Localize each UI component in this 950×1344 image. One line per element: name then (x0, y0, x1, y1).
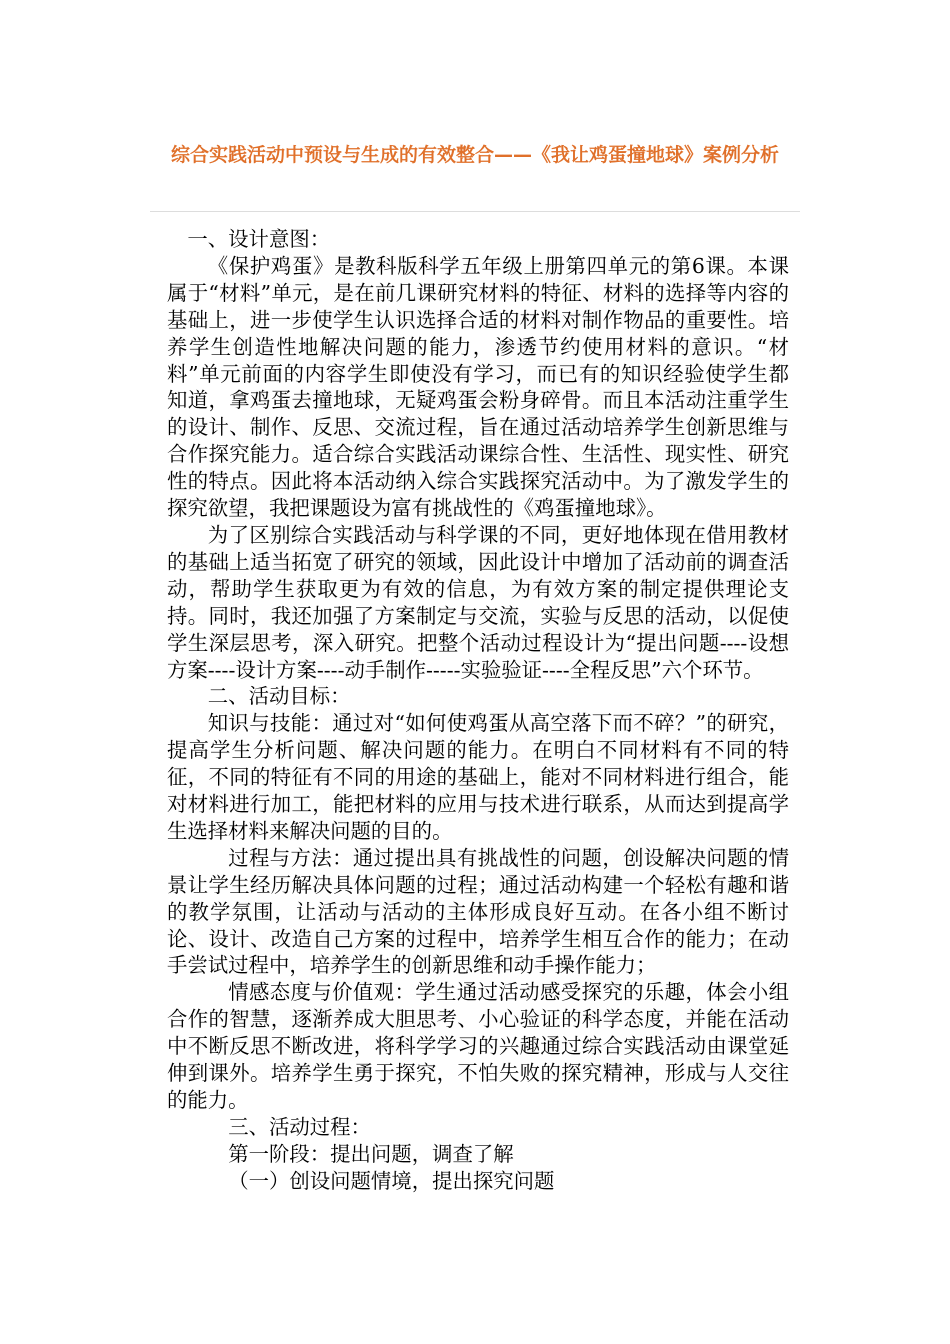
body-paragraph: 为了区别综合实践活动与科学课的不同，更好地体现在借用教材的基础上适当拓宽了研究的领域，因此设计中增加了活动前的调查活动，帮助学生获取更为有效的信息，为有效方案的制定提供理论支持。同时，我还加强了方案制定与交流，实验与反思的活动，以促使学生深层思考，深入研究。把整个活动过程设计为“提出问题----设想方案----设计方案----动手制作-----实验验证----全程反思”六个环节。 (167, 522, 789, 682)
body-paragraph: 情感态度与价值观：学生通过活动感受探究的乐趣，体会小组合作的智慧，逐渐养成大胆思考、小心验证的科学态度，并能在活动中不断反思不断改进，将科学学习的兴趣通过综合实践活动由课堂延伸到课外。培养学生勇于探究，不怕失败的探究精神，形成与人交往的能力。 (167, 980, 789, 1112)
subsection-heading: （一）创设问题情境，提出探究问题 (228, 1168, 555, 1193)
body-paragraph: 《保护鸡蛋》是教科版科学五年级上册第四单元的第6课。本课属于“材料”单元，是在前几课研究材料的特征、材料的选择等内容的基础上，进一步使学生认识选择合适的材料对制作物品的重要性。培养学生创造性地解决问题的能力，渗透节约使用材料的意识。“材料”单元前面的内容学生即使没有学习，而已有的知识经验使学生都知道，拿鸡蛋去撞地球，无疑鸡蛋会粉身碎骨。而且本活动注重学生的设计、制作、反思、交流过程，旨在通过活动培养学生创新思维与合作探究能力。适合综合实践活动课综合性、生活性、现实性、研究性的特点。因此将本活动纳入综合实践探究活动中。为了激发学生的探究欲望，我把课题设为富有挑战性的《鸡蛋撞地球》。 (167, 253, 789, 521)
article-body (167, 226, 789, 1195)
page-title: 综合实践活动中预设与生成的有效整合——《我让鸡蛋撞地球》案例分析 (170, 144, 779, 166)
body-paragraph: 过程与方法：通过提出具有挑战性的问题，创设解决问题的情景让学生经历解决具体问题的过程；通过活动构建一个轻松有趣和谐的教学氛围，让活动与活动的主体形成良好互动。在各小组不断讨论、设计、改造自己方案的过程中，培养学生相互合作的能力；在动手尝试过程中，培养学生的创新思维和动手操作能力； (167, 845, 789, 978)
section-heading-activity-process: 三、活动过程： (228, 1114, 371, 1139)
body-paragraph: 知识与技能：通过对“如何使鸡蛋从高空落下而不碎？”的研究，提高学生分析问题、解决问题的能力。在明白不同材料有不同的特征，不同的特征有不同的用途的基础上，能对不同材料进行组合，能对材料进行加工，能把材料的应用与技术进行联系，从而达到提高学生选择材料来解决问题的目的。 (167, 711, 789, 843)
subsection-heading: 第一阶段：提出问题，调查了解 (228, 1141, 514, 1166)
section-heading-activity-goals: 二、活动目标： (207, 684, 351, 709)
section-heading-design-intent: 一、设计意图： (187, 227, 331, 251)
title-divider (150, 211, 800, 212)
